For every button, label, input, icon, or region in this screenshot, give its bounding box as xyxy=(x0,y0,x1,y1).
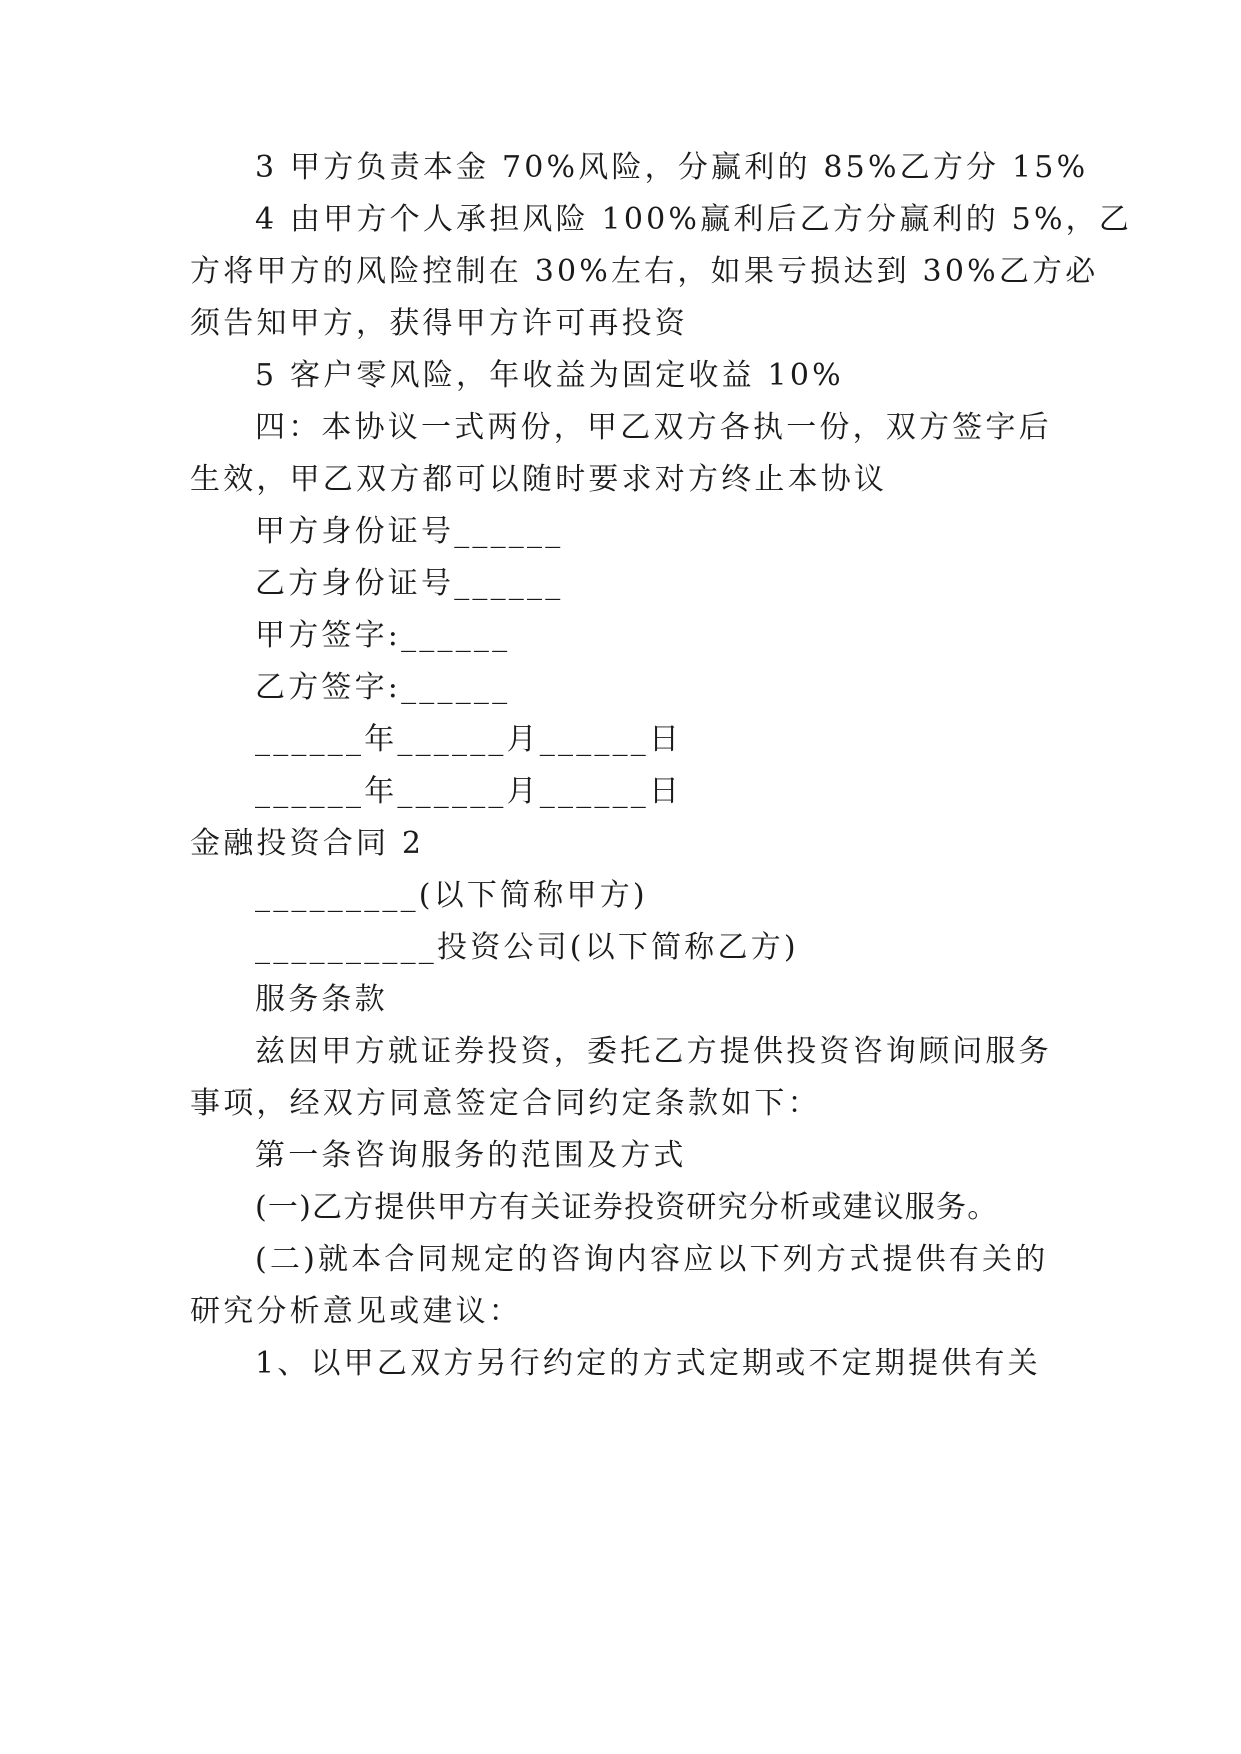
party-a-id-field: 甲方身份证号______ xyxy=(255,514,564,549)
clause-4-line-1: 4 由甲方个人承担风险 100%赢利后乙方分赢利的 5%，乙 xyxy=(255,202,1133,237)
date-field-1: ______年______月______日 xyxy=(255,722,683,757)
party-a-name-field: _________(以下简称甲方) xyxy=(255,878,648,913)
party-b-name-field: __________投资公司(以下简称乙方) xyxy=(255,930,799,965)
date-field-2: ______年______月______日 xyxy=(255,774,683,809)
party-b-id-field: 乙方身份证号______ xyxy=(255,566,564,601)
party-b-signature-field: 乙方签字:______ xyxy=(255,670,511,705)
preamble-line-1: 兹因甲方就证券投资，委托乙方提供投资咨询顾问服务 xyxy=(255,1034,1052,1069)
clause-4-line-2: 方将甲方的风险控制在 30%左右，如果亏损达到 30%乙方必 xyxy=(190,254,1099,289)
article-1-item-1: (一)乙方提供甲方有关证券投资研究分析或建议服务。 xyxy=(255,1190,999,1225)
section-4-line-1: 四：本协议一式两份，甲乙双方各执一份，双方签字后 xyxy=(255,410,1052,445)
section-heading: 金融投资合同 2 xyxy=(190,826,425,861)
article-1-item-2-line-2: 研究分析意见或建议： xyxy=(190,1294,522,1329)
clause-3-line: 3 甲方负责本金 70%风险，分赢利的 85%乙方分 15% xyxy=(255,150,1089,185)
article-1-subitem-1: 1、以甲乙双方另行约定的方式定期或不定期提供有关 xyxy=(255,1346,1041,1381)
preamble-line-2: 事项，经双方同意签定合同约定条款如下： xyxy=(190,1086,821,1121)
section-4-line-2: 生效，甲乙双方都可以随时要求对方终止本协议 xyxy=(190,462,888,497)
service-terms-heading: 服务条款 xyxy=(255,982,388,1017)
clause-4-line-3: 须告知甲方，获得甲方许可再投资 xyxy=(190,306,688,341)
clause-5-line: 5 客户零风险，年收益为固定收益 10% xyxy=(255,358,844,393)
article-1-item-2-line-1: (二)就本合同规定的咨询内容应以下列方式提供有关的 xyxy=(255,1242,1049,1277)
party-a-signature-field: 甲方签字:______ xyxy=(255,618,511,653)
article-1-heading: 第一条咨询服务的范围及方式 xyxy=(255,1138,687,1173)
